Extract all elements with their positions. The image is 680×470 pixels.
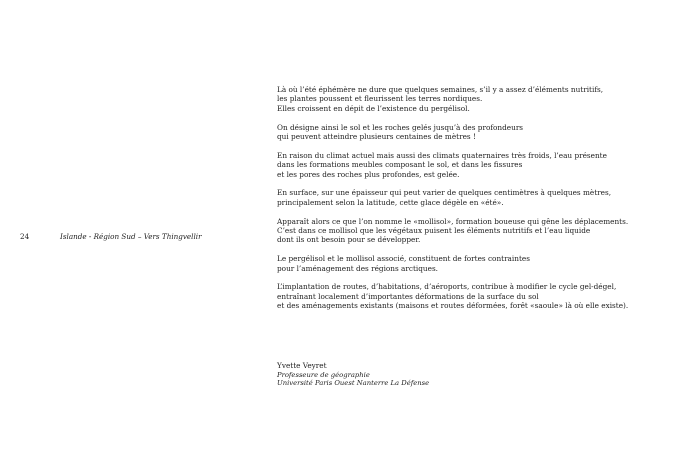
text-line: et les pores des roches plus profondes, est gelée. — [277, 169, 460, 179]
paragraph — [277, 282, 667, 310]
author-name: Yvette Veyret — [277, 361, 327, 370]
text-line: et des aménagements existants (maisons et routes déformées, forêt «saoule» là où elle existe). — [277, 301, 629, 311]
page-number: 24 — [20, 232, 30, 241]
author-title: Professeure de géographie — [277, 370, 370, 379]
text-line: C’est dans ce mollisol que les végétaux puisent les éléments nutritifs et l’eau liquide — [277, 226, 591, 236]
text-line: dans les formations meubles composant le sol, et dans les fissures — [277, 160, 523, 170]
text-line: qui peuvent atteindre plusieurs centaines de mètres ! — [277, 132, 476, 142]
text-line: Elles croissent en dépit de l’existence du pergélisol. — [277, 103, 470, 113]
body-text — [277, 85, 667, 320]
text-line: Apparaît alors ce que l’on nomme le «mollisol», formation boueuse qui gêne les déplacements. — [277, 216, 629, 226]
text-line: L’implantation de routes, d’habitations, d’aéroports, contribue à modifier le cycle gel-dégel, — [277, 282, 617, 292]
text-line: entraînant localement d’importantes déformations de la surface du sol — [277, 291, 539, 301]
text-line: En surface, sur une épaisseur qui peut varier de quelques centimètres à quelques mètres, — [277, 188, 612, 198]
paragraph — [277, 123, 667, 142]
author-university: Université Paris Ouest Nanterre La Défense — [277, 379, 430, 388]
text-line: principalement selon la latitude, cette glace dégèle en «été». — [277, 197, 504, 207]
paragraph — [277, 217, 667, 245]
paragraph — [277, 85, 667, 113]
text-line: On désigne ainsi le sol et les roches gelés jusqu’à des profondeurs — [277, 122, 524, 132]
text-line: dont ils ont besoin pour se développer. — [277, 235, 421, 245]
margin-note — [20, 232, 240, 242]
text-line: pour l’aménagement des régions arctiques. — [277, 263, 439, 273]
text-line: En raison du climat actuel mais aussi des climats quaternaires très froids, l’eau présente — [277, 150, 607, 160]
text-line: Là où l’été éphémère ne dure que quelques semaines, s’il y a assez d’éléments nutritifs, — [277, 85, 604, 94]
photo-caption: Islande - Région Sud – Vers Thingvellir — [60, 232, 202, 241]
text-line: les plantes poussent et fleurissent les terres nordiques. — [277, 94, 483, 104]
text-line: Le pergélisol et le mollisol associé, constituent de fortes contraintes — [277, 254, 530, 264]
paragraph — [277, 254, 667, 273]
paragraph — [277, 188, 667, 207]
signature-block — [277, 361, 477, 388]
paragraph — [277, 151, 667, 179]
